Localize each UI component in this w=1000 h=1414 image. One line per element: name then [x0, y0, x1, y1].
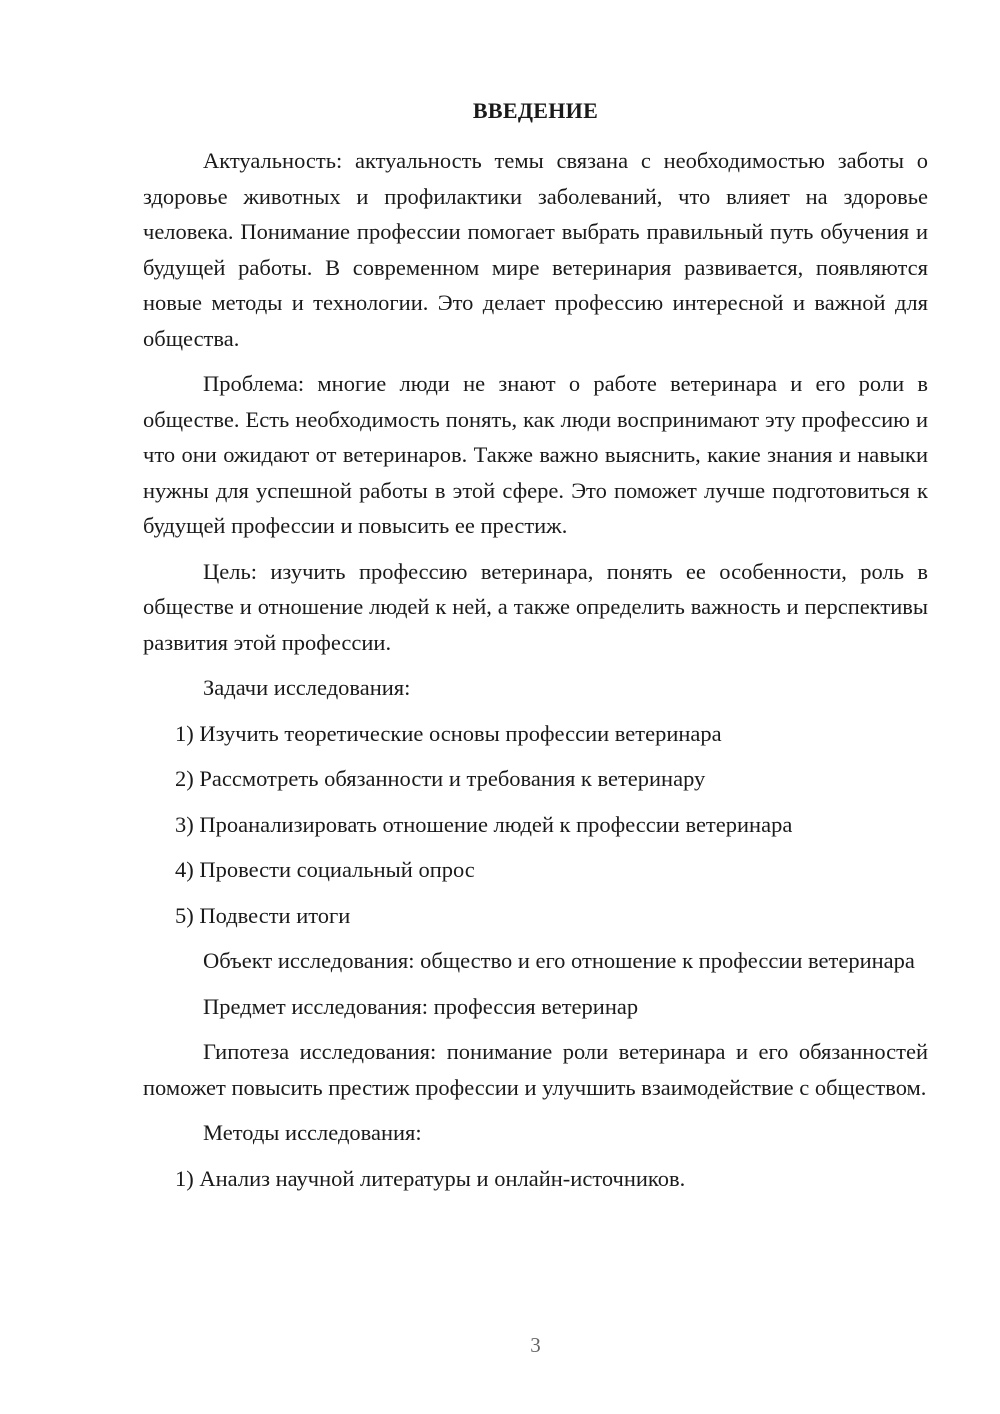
relevance-paragraph: Актуальность: актуальность темы связана с необходимостью заботы о здоровье животных и профилактики заболеваний, что влияет на здоровье человека. Понимание профессии помогает выбрать правильный путь обучения и будущей работы. В современном мире ветеринария развивается, появляются новые методы и технологии. Это делает профессию интересной и важной для общества.: [143, 148, 928, 351]
document-body: [143, 143, 928, 1206]
subject-paragraph: Предмет исследования: профессия ветеринар: [203, 993, 639, 1019]
hypothesis-paragraph: Гипотеза исследования: понимание роли ветеринара и его обязанностей поможет повысить престиж профессии и улучшить взаимодействие с обществом.: [143, 1039, 928, 1100]
task-item: 4) Провести социальный опрос: [175, 857, 475, 882]
section-title: ВВЕДЕНИЕ: [472, 98, 599, 123]
problem-paragraph: Проблема: многие люди не знают о работе ветеринара и его роли в обществе. Есть необходимость понять, как люди воспринимают эту профессию и что они ожидают от ветеринаров. Также важно выяснить, какие знания и навыки нужны для успешной работы в этой сфере. Это поможет лучше подготовиться к будущей профессии и повысить ее престиж.: [143, 371, 928, 538]
task-item: 5) Подвести итоги: [175, 902, 351, 928]
document-page: [143, 0, 928, 1414]
method-item: 1) Анализ научной литературы и онлайн-источников.: [175, 1165, 686, 1191]
tasks-heading: Задачи исследования:: [203, 675, 411, 700]
task-item: 2) Рассмотреть обязанности и требования к ветеринару: [175, 766, 706, 791]
task-item: 1) Изучить теоретические основы профессии ветеринара: [175, 720, 722, 746]
methods-heading: Методы исследования:: [203, 1120, 422, 1145]
goal-paragraph: Цель: изучить профессию ветеринара, понять ее особенности, роль в обществе и отношение людей к ней, а также определить важность и перспективы развития этой профессии.: [143, 558, 928, 655]
task-item: 3) Проанализировать отношение людей к профессии ветеринара: [175, 811, 793, 837]
page-number: 3: [530, 1333, 541, 1357]
object-paragraph: Объект исследования: общество и его отношение к профессии ветеринара: [203, 948, 915, 973]
